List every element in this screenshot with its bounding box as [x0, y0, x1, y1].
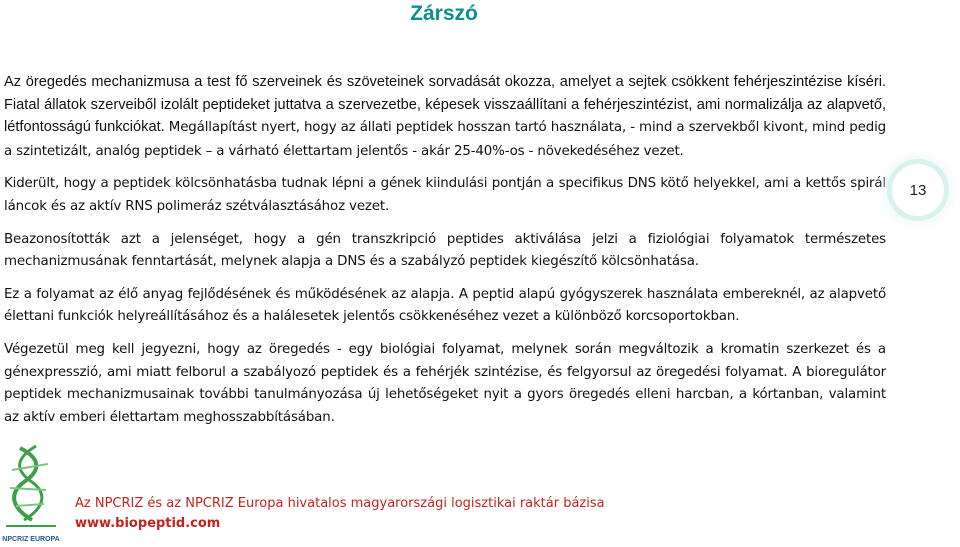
paragraph-intro-tail: Megállapítást nyert, hogy az állati peptidek hosszan tartó használata, - mind a szervekből kivont, mind pedig a szintetizált, analóg peptidek – a várható élettartam jelentős - akár 25-40%-os - növekedéséhez vezet.	[4, 120, 886, 159]
npcriz-europa-logo	[2, 440, 60, 547]
footer-website-link[interactable]: www.biopeptid.com	[75, 516, 221, 531]
paragraph-intro-lead: Az öregedés mechanizmusa a test fő szerveinek és szöveteinek sorvadását okozza, amelyet a sejtek csökkent fehérjeszintézise kíséri. Fiatal állatok szerveiből izolált peptideket juttatva a szervezetbe, képesek visszaállítani a fehérjeszintézist, ami normalizálja az alapvető, létfontosságú funkciókat.	[4, 74, 886, 136]
paragraph-intro	[4, 71, 886, 163]
page-number: 13	[909, 181, 927, 199]
logo-text: NPCRIZ EUROPA	[2, 536, 60, 543]
paragraph-conclusion: Végezetül meg kell jegyezni, hogy az öregedés - egy biológiai folyamat, melynek során megváltozik a kromatin szerkezet és a génexpresszió, ami miatt felborul a szabályozó peptidek és a fehérjék szintézise, és felgyorsul az öregedési folyamat. A bioregulátor peptidek mechanizmusainak további tanulmányozása új lehetőségeket nyit a gyors öregedés elleni harcban, a kórtanban, valamint az aktív emberi élettartam meghosszabbításában.	[4, 341, 886, 425]
dna-helix-icon	[6, 446, 56, 526]
paragraph-living-matter: Ez a folyamat az élő anyag fejlődésének és működésének az alapja. A peptid alapú gyógyszerek használata embereknél, az alapvető élettani funkciók helyreállításához és a halálesetek jelentős csökkenéséhez vezet a különböző korcsoportokban.	[4, 286, 886, 325]
page-title: Zárszó	[410, 2, 478, 25]
page-number-badge	[892, 164, 944, 216]
footer	[75, 494, 605, 534]
footer-tagline: Az NPCRIZ és az NPCRIZ Europa hivatalos magyarországi logisztikai raktár bázisa	[75, 496, 605, 511]
paragraph-transcription: Beazonosították azt a jelenséget, hogy a gén transzkripció peptides aktiválása jelzi a fiziológiai folyamatok természetes mechanizmusának fenntartását, melynek alapja a DNS és a szabályzó peptidek kiegészítő kölcsönhatása.	[4, 231, 886, 270]
main-text	[4, 71, 886, 429]
paragraph-dna-binding: Kiderült, hogy a peptidek kölcsönhatásba tudnak lépni a gének kiindulási pontján a specifikus DNS kötő helyekkel, ami a kettős spirál láncok és az aktív RNS polimeráz szétválasztásához vezet.	[4, 176, 886, 214]
